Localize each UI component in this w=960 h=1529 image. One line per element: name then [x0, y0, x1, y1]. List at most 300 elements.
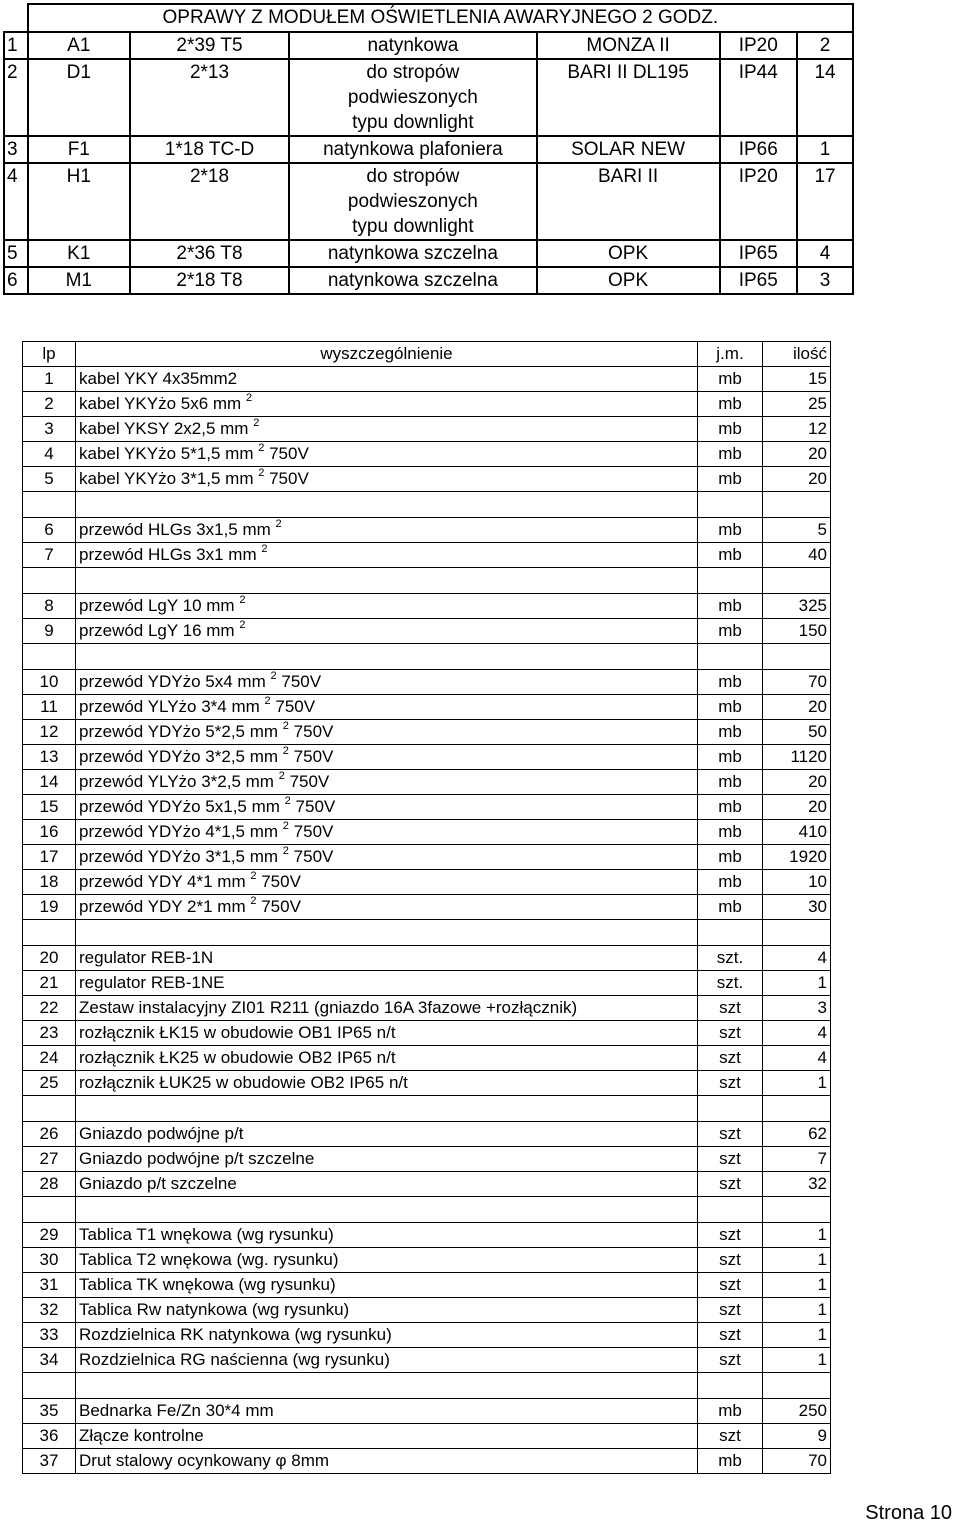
desc-text: Gniazdo p/t szczelne [79, 1174, 237, 1193]
material-row [23, 392, 831, 417]
material-qty: 1 [763, 1348, 831, 1373]
material-unit: mb [698, 392, 763, 417]
material-lp: 36 [23, 1424, 76, 1449]
desc-text: przewód YDYżo 5x1,5 mm [79, 797, 280, 816]
mount-line: podwieszonych [347, 191, 478, 212]
material-row [23, 518, 831, 543]
material-lp: 16 [23, 820, 76, 845]
material-lp: 31 [23, 1273, 76, 1298]
material-lp: 30 [23, 1248, 76, 1273]
material-row [23, 996, 831, 1021]
superscript: 2 [282, 720, 289, 733]
material-desc [76, 442, 698, 467]
spacer-row [23, 920, 831, 946]
material-unit: mb [698, 543, 763, 568]
material-row [23, 971, 831, 996]
materials-table [22, 341, 831, 1474]
material-row [23, 1348, 831, 1373]
material-unit: mb [698, 770, 763, 795]
material-unit: mb [698, 695, 763, 720]
material-unit: szt [698, 1248, 763, 1273]
material-desc [76, 1223, 698, 1248]
material-unit: szt. [698, 971, 763, 996]
material-unit: mb [698, 467, 763, 492]
superscript: 2 [261, 543, 268, 556]
material-row [23, 770, 831, 795]
material-row [23, 695, 831, 720]
material-row [23, 745, 831, 770]
material-qty: 325 [763, 594, 831, 619]
empty-cell [76, 492, 698, 518]
desc-text: Tablica Rw natynkowa (wg rysunku) [79, 1300, 350, 1319]
spacer-row [23, 1197, 831, 1223]
luminaire-row [4, 32, 853, 59]
desc-text: Drut stalowy ocynkowany φ 8mm [79, 1451, 330, 1470]
material-lp: 35 [23, 1399, 76, 1424]
mount-line: natynkowa szczelna [327, 270, 498, 291]
material-row [23, 1449, 831, 1474]
material-lp: 27 [23, 1147, 76, 1172]
material-qty: 20 [763, 442, 831, 467]
material-qty: 410 [763, 820, 831, 845]
material-qty: 250 [763, 1399, 831, 1424]
material-desc [76, 720, 698, 745]
mount-line: podwieszonych [347, 87, 478, 108]
material-lp: 34 [23, 1348, 76, 1373]
superscript: 2 [250, 870, 257, 883]
desc-text: Tablica TK wnękowa (wg rysunku) [79, 1275, 336, 1294]
material-unit: mb [698, 820, 763, 845]
material-qty: 30 [763, 895, 831, 920]
material-row [23, 720, 831, 745]
empty-cell [763, 568, 831, 594]
luminaire-row [4, 240, 853, 267]
material-row [23, 1122, 831, 1147]
material-row [23, 1424, 831, 1449]
luminaire-ip: IP20 [720, 163, 797, 240]
spacer-row [23, 1096, 831, 1122]
desc-text: Rozdzielnica RK natynkowa (wg rysunku) [79, 1325, 392, 1344]
header-unit: j.m. [698, 342, 763, 367]
material-lp: 5 [23, 467, 76, 492]
material-unit: mb [698, 594, 763, 619]
material-unit: szt [698, 1348, 763, 1373]
luminaire-no: 1 [4, 32, 28, 59]
material-qty: 4 [763, 1021, 831, 1046]
desc-text: przewód HLGs 3x1 mm [79, 545, 257, 564]
empty-cell [76, 920, 698, 946]
luminaire-no: 5 [4, 240, 28, 267]
material-desc [76, 417, 698, 442]
material-desc [76, 518, 698, 543]
empty-cell [23, 1373, 76, 1399]
material-qty: 3 [763, 996, 831, 1021]
material-desc [76, 845, 698, 870]
luminaire-qty: 17 [797, 163, 853, 240]
luminaire-ip: IP44 [720, 59, 797, 136]
material-row [23, 1248, 831, 1273]
empty-cell [763, 644, 831, 670]
superscript: 2 [270, 670, 277, 683]
desc-voltage: 750V [261, 897, 301, 916]
superscript: 2 [282, 820, 289, 833]
material-lp: 25 [23, 1071, 76, 1096]
luminaire-type: 2*36 T8 [130, 240, 289, 267]
empty-cell [76, 644, 698, 670]
material-qty: 150 [763, 619, 831, 644]
material-desc [76, 1071, 698, 1096]
material-row [23, 1021, 831, 1046]
luminaire-type: 2*18 T8 [130, 267, 289, 294]
material-desc [76, 1273, 698, 1298]
material-lp: 15 [23, 795, 76, 820]
superscript: 2 [245, 392, 253, 405]
luminaire-type: 1*18 TC-D [130, 136, 289, 163]
desc-text: Rozdzielnica RG naścienna (wg rysunku) [79, 1350, 390, 1369]
material-qty: 1 [763, 1223, 831, 1248]
material-desc [76, 619, 698, 644]
material-qty: 4 [763, 1046, 831, 1071]
material-desc [76, 1298, 698, 1323]
material-unit: szt. [698, 946, 763, 971]
luminaire-sym: F1 [28, 136, 130, 163]
empty-cell [763, 1096, 831, 1122]
material-lp: 10 [23, 670, 76, 695]
mount-line: natynkowa plafoniera [323, 139, 503, 160]
material-qty: 7 [763, 1147, 831, 1172]
desc-voltage: 750V [281, 672, 322, 691]
material-row [23, 417, 831, 442]
material-unit: szt [698, 1172, 763, 1197]
material-desc [76, 946, 698, 971]
luminaire-qty: 2 [797, 32, 853, 59]
header-lp: lp [23, 342, 76, 367]
empty-cell [76, 1096, 698, 1122]
material-unit: mb [698, 745, 763, 770]
material-qty: 20 [763, 695, 831, 720]
material-desc [76, 1399, 698, 1424]
material-desc [76, 1424, 698, 1449]
material-desc [76, 1021, 698, 1046]
luminaire-type: 2*18 [130, 163, 289, 240]
luminaire-mount [289, 240, 536, 267]
material-row [23, 895, 831, 920]
material-unit: mb [698, 1449, 763, 1474]
material-lp: 14 [23, 770, 76, 795]
material-qty: 1 [763, 1298, 831, 1323]
material-unit: szt [698, 1424, 763, 1449]
material-row [23, 870, 831, 895]
material-lp: 22 [23, 996, 76, 1021]
desc-text: przewód YDYżo 3*2,5 mm [79, 747, 279, 766]
material-lp: 1 [23, 367, 76, 392]
desc-voltage: 750V [293, 822, 334, 841]
material-row [23, 1147, 831, 1172]
material-row [23, 1323, 831, 1348]
luminaire-qty: 1 [797, 136, 853, 163]
material-desc [76, 594, 698, 619]
desc-voltage: 750V [293, 722, 334, 741]
empty-cell [698, 644, 763, 670]
material-qty: 70 [763, 670, 831, 695]
desc-text: kabel YKYżo 3*1,5 mm [79, 469, 254, 488]
luminaire-row [4, 59, 853, 136]
luminaire-title-row [4, 4, 853, 32]
material-qty: 5 [763, 518, 831, 543]
desc-text: przewód YDY 2*1 mm [79, 897, 246, 916]
luminaire-type: 2*39 T5 [130, 32, 289, 59]
mount-line: natynkowa szczelna [327, 243, 498, 264]
material-lp: 21 [23, 971, 76, 996]
material-unit: szt [698, 1122, 763, 1147]
superscript: 2 [253, 417, 260, 430]
material-unit: szt [698, 1046, 763, 1071]
desc-voltage: 750V [295, 797, 336, 816]
empty-cell [698, 920, 763, 946]
material-qty: 10 [763, 870, 831, 895]
desc-text: kabel YKYżo 5x6 mm [79, 394, 242, 413]
material-row [23, 467, 831, 492]
desc-text: regulator REB-1NE [79, 973, 225, 992]
luminaire-ip: IP65 [720, 240, 797, 267]
material-desc [76, 543, 698, 568]
material-unit: mb [698, 1399, 763, 1424]
material-row [23, 1071, 831, 1096]
mount-line: typu downlight [352, 112, 474, 133]
desc-text: kabel YKYżo 5*1,5 mm [79, 444, 254, 463]
material-qty: 70 [763, 1449, 831, 1474]
desc-text: kabel YKSY 2x2,5 mm [79, 419, 249, 438]
luminaire-row [4, 267, 853, 294]
material-qty: 1 [763, 1323, 831, 1348]
material-desc [76, 670, 698, 695]
luminaire-model: MONZA II [537, 32, 720, 59]
material-row [23, 946, 831, 971]
material-qty: 1 [763, 971, 831, 996]
material-unit: mb [698, 720, 763, 745]
desc-voltage: 750V [293, 847, 334, 866]
luminaire-table [3, 3, 854, 295]
materials-header-row [23, 342, 831, 367]
desc-voltage: 750V [289, 772, 330, 791]
material-desc [76, 695, 698, 720]
material-lp: 12 [23, 720, 76, 745]
spacer-row [23, 644, 831, 670]
empty-cell [763, 492, 831, 518]
material-lp: 32 [23, 1298, 76, 1323]
luminaire-mount [289, 267, 536, 294]
desc-text: przewód YDYżo 3*1,5 mm [79, 847, 279, 866]
empty-cell [76, 568, 698, 594]
material-unit: mb [698, 670, 763, 695]
luminaire-ip: IP65 [720, 267, 797, 294]
material-lp: 2 [23, 392, 76, 417]
material-desc [76, 1122, 698, 1147]
material-qty: 1 [763, 1248, 831, 1273]
superscript: 2 [239, 619, 246, 632]
material-unit: mb [698, 845, 763, 870]
desc-text: rozłącznik ŁK15 w obudowie OB1 IP65 n/t [79, 1023, 396, 1042]
desc-voltage: 750V [275, 697, 316, 716]
empty-cell [698, 1197, 763, 1223]
material-qty: 1920 [763, 845, 831, 870]
spacer-row [23, 568, 831, 594]
empty-cell [698, 568, 763, 594]
material-lp: 29 [23, 1223, 76, 1248]
desc-text: przewód LgY 16 mm [79, 621, 235, 640]
material-unit: szt [698, 1223, 763, 1248]
luminaire-model: OPK [537, 240, 720, 267]
material-unit: mb [698, 518, 763, 543]
material-qty: 62 [763, 1122, 831, 1147]
material-lp: 24 [23, 1046, 76, 1071]
desc-voltage: 750V [261, 872, 301, 891]
luminaire-sym: M1 [28, 267, 130, 294]
mount-line: typu downlight [352, 216, 474, 237]
material-lp: 6 [23, 518, 76, 543]
luminaire-mount [289, 163, 536, 240]
material-unit: szt [698, 996, 763, 1021]
material-qty: 25 [763, 392, 831, 417]
superscript: 2 [239, 594, 246, 607]
material-row [23, 1172, 831, 1197]
material-row [23, 1298, 831, 1323]
material-qty: 9 [763, 1424, 831, 1449]
empty-cell [23, 568, 76, 594]
mount-line: do stropów [366, 166, 460, 187]
luminaire-sym: D1 [28, 59, 130, 136]
desc-text: przewód YDY 4*1 mm [79, 872, 246, 891]
luminaire-no: 2 [4, 59, 28, 136]
superscript: 2 [264, 695, 271, 708]
spacer-row [23, 1373, 831, 1399]
luminaire-mount [289, 32, 536, 59]
superscript: 2 [258, 442, 265, 455]
luminaire-sym: H1 [28, 163, 130, 240]
material-unit: mb [698, 367, 763, 392]
material-unit: szt [698, 1021, 763, 1046]
header-qty: ilość [763, 342, 831, 367]
mount-line: do stropów [366, 62, 460, 83]
material-lp: 17 [23, 845, 76, 870]
empty-cell [23, 920, 76, 946]
material-desc [76, 870, 698, 895]
luminaire-title: OPRAWY Z MODUŁEM OŚWIETLENIA AWARYJNEGO 2 GODZ. [28, 4, 853, 32]
material-desc [76, 770, 698, 795]
empty-cell [698, 492, 763, 518]
empty-cell [763, 1197, 831, 1223]
material-row [23, 820, 831, 845]
desc-text: Gniazdo podwójne p/t [79, 1124, 244, 1143]
material-desc [76, 820, 698, 845]
luminaire-ip: IP66 [720, 136, 797, 163]
material-unit: mb [698, 870, 763, 895]
material-row [23, 367, 831, 392]
luminaire-model: OPK [537, 267, 720, 294]
luminaire-model: SOLAR NEW [537, 136, 720, 163]
material-desc [76, 467, 698, 492]
empty-cell [698, 1096, 763, 1122]
empty-cell [763, 920, 831, 946]
material-unit: mb [698, 417, 763, 442]
material-lp: 20 [23, 946, 76, 971]
material-lp: 7 [23, 543, 76, 568]
material-lp: 33 [23, 1323, 76, 1348]
empty-cell [76, 1197, 698, 1223]
material-row [23, 1399, 831, 1424]
desc-text: Gniazdo podwójne p/t szczelne [79, 1149, 315, 1168]
luminaire-no: 6 [4, 267, 28, 294]
material-qty: 4 [763, 946, 831, 971]
material-lp: 4 [23, 442, 76, 467]
empty-cell [23, 1197, 76, 1223]
luminaire-type: 2*13 [130, 59, 289, 136]
luminaire-qty: 3 [797, 267, 853, 294]
superscript: 2 [278, 770, 285, 783]
desc-text: kabel YKY 4x35mm2 [79, 369, 238, 388]
empty-cell [76, 1373, 698, 1399]
material-row [23, 1223, 831, 1248]
luminaire-sym: A1 [28, 32, 130, 59]
material-unit: mb [698, 795, 763, 820]
desc-text: przewód YLYżo 3*2,5 mm [79, 772, 274, 791]
spacer-row [23, 492, 831, 518]
material-row [23, 442, 831, 467]
material-qty: 20 [763, 795, 831, 820]
material-lp: 23 [23, 1021, 76, 1046]
desc-text: przewód HLGs 3x1,5 mm [79, 520, 271, 539]
material-row [23, 594, 831, 619]
luminaire-qty: 14 [797, 59, 853, 136]
desc-text: przewód YLYżo 3*4 mm [79, 697, 260, 716]
material-lp: 37 [23, 1449, 76, 1474]
material-lp: 11 [23, 695, 76, 720]
material-qty: 50 [763, 720, 831, 745]
material-desc [76, 895, 698, 920]
material-row [23, 670, 831, 695]
material-lp: 9 [23, 619, 76, 644]
luminaire-mount [289, 59, 536, 136]
material-qty: 40 [763, 543, 831, 568]
material-desc [76, 745, 698, 770]
material-unit: mb [698, 619, 763, 644]
desc-text: rozłącznik ŁUK25 w obudowie OB2 IP65 n/t [79, 1073, 408, 1092]
desc-text: Bednarka Fe/Zn 30*4 mm [79, 1401, 274, 1420]
superscript: 2 [250, 895, 257, 908]
material-desc [76, 1323, 698, 1348]
page-number: Strona 10 [865, 1502, 952, 1524]
luminaire-row [4, 163, 853, 240]
material-row [23, 795, 831, 820]
luminaire-qty: 4 [797, 240, 853, 267]
material-row [23, 1273, 831, 1298]
desc-voltage: 750V [293, 747, 334, 766]
desc-voltage: 750V [269, 444, 309, 463]
empty-cell [698, 1373, 763, 1399]
desc-text: przewód YDYżo 5*2,5 mm [79, 722, 279, 741]
material-row [23, 619, 831, 644]
luminaire-no: 4 [4, 163, 28, 240]
material-desc [76, 1348, 698, 1373]
empty-cell [23, 1096, 76, 1122]
material-unit: mb [698, 442, 763, 467]
header-desc: wyszczególnienie [76, 342, 698, 367]
material-desc [76, 996, 698, 1021]
material-lp: 13 [23, 745, 76, 770]
empty-cell [23, 492, 76, 518]
material-unit: szt [698, 1273, 763, 1298]
material-lp: 18 [23, 870, 76, 895]
